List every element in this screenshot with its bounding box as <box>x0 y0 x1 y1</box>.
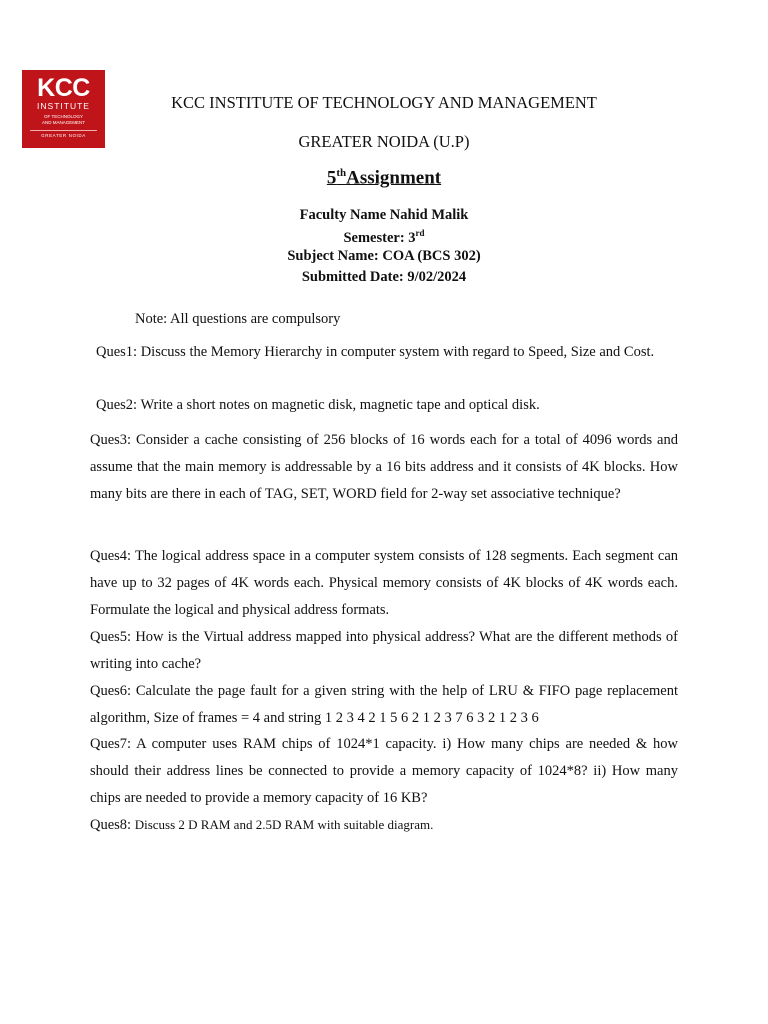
title-superscript: th <box>336 167 347 179</box>
question-2: Ques2: Write a short notes on magnetic disk, magnetic tape and optical disk. <box>96 397 540 413</box>
question-8-text: Discuss 2 D RAM and 2.5D RAM with suitable diagram. <box>134 817 434 832</box>
semester-superscript: rd <box>415 228 425 238</box>
logo-divider <box>30 130 97 131</box>
question-5: Ques5: How is the Virtual address mapped into physical address? What are the different methods of writing into cache? <box>90 629 678 672</box>
semester <box>0 228 768 247</box>
logo-city: GREATER NOIDA <box>41 133 86 138</box>
question-4: Ques4: The logical address space in a computer system consists of 128 segments. Each segment can have up to 32 pages of 4K words each. Physical memory consists of 4K blocks of 4K words each. Formulate the logical and physical address formats. <box>90 548 678 618</box>
page-title <box>0 167 768 189</box>
question-1: Ques1: Discuss the Memory Hierarchy in computer system with regard to Speed, Size and Cost. <box>96 344 655 360</box>
title-text: Assignment <box>346 167 442 189</box>
title-number: 5 <box>326 167 337 189</box>
logo-name: KCC <box>37 74 90 102</box>
semester-label: Semester: 3 <box>343 229 416 246</box>
question-8-label: Ques8: <box>90 817 132 833</box>
institute-location: GREATER NOIDA (U.P) <box>298 132 470 151</box>
question-8 <box>90 811 678 839</box>
question-6: Ques6: Calculate the page fault for a given string with the help of LRU & FIFO page replacement algorithm, Size of frames = 4 and string 1 2 3 4 2 1 5 6 2 1 2 3 7 6 3 2 1 2 3 6 <box>90 683 678 726</box>
question-7: Ques7: A computer uses RAM chips of 1024*1 capacity. i) How many chips are needed & how should their address lines be connected to provide a memory capacity of 1024*8? ii) How many chips are needed to provide a memory capacity of 16 KB? <box>90 736 678 806</box>
faculty-name: Faculty Name Nahid Malik <box>299 207 469 223</box>
institute-name: KCC INSTITUTE OF TECHNOLOGY AND MANAGEMENT <box>171 93 597 112</box>
logo-line1: INSTITUTE <box>37 101 90 111</box>
logo-line2: OF TECHNOLOGY <box>44 114 83 119</box>
logo-line3: AND MANAGEMENT <box>41 119 85 125</box>
submitted-date: Submitted Date: 9/02/2024 <box>301 269 467 285</box>
subject-name: Subject Name: COA (BCS 302) <box>287 248 481 264</box>
note: Note: All questions are compulsory <box>135 311 341 327</box>
question-3: Ques3: Consider a cache consisting of 256 blocks of 16 words each for a total of 4096 words and assume that the main memory is addressable by a 16 bits address and it consists of 4K blocks. How many bits are there in each of TAG, SET, WORD field for 2-way set associative technique? <box>90 432 678 502</box>
